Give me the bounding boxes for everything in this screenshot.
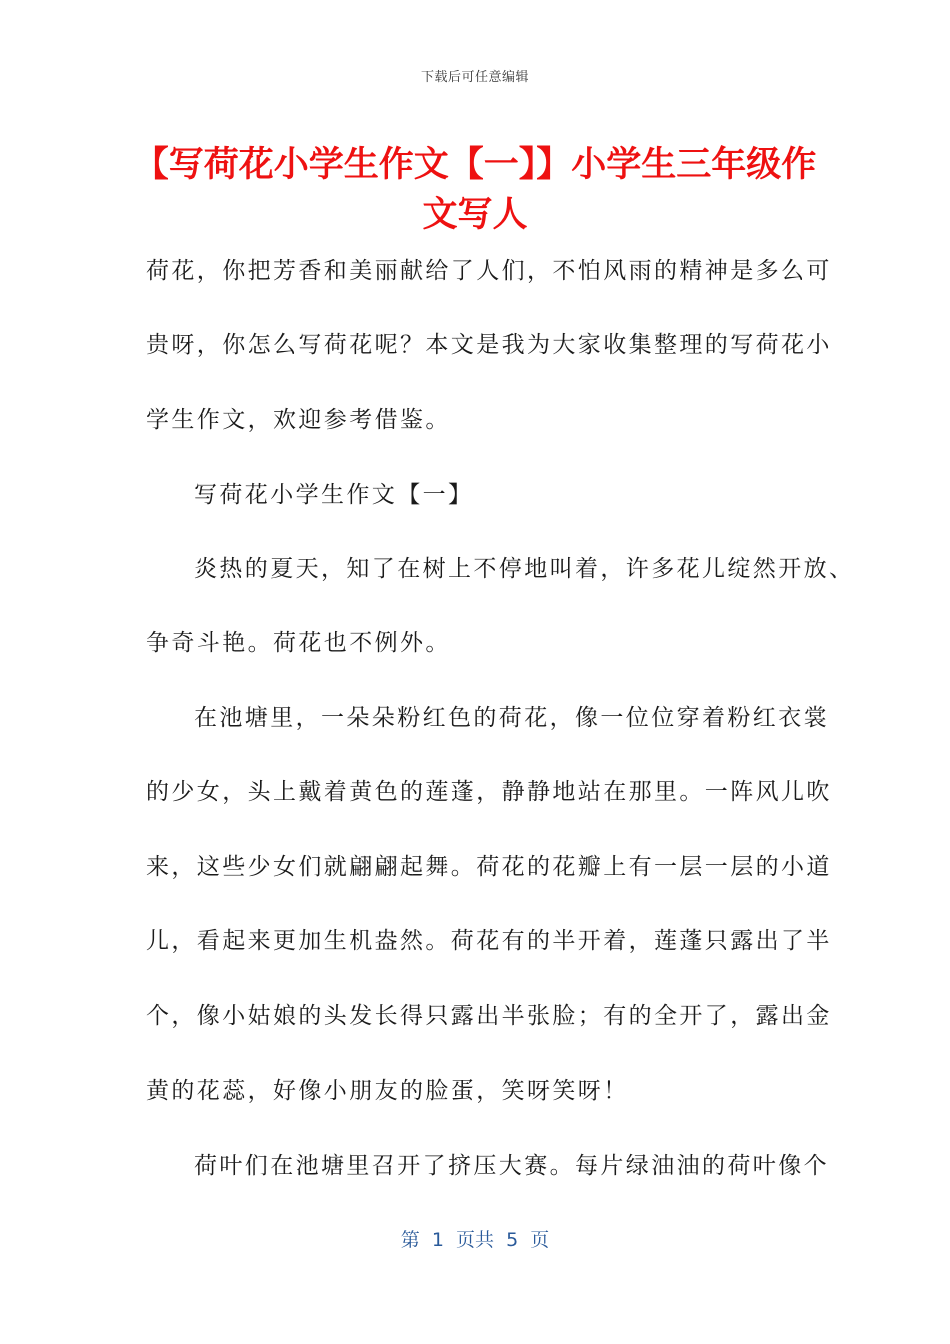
page-footer-pagination: 第 1 页共 5 页 <box>400 1229 550 1251</box>
body-text-line: 贵呀，你怎么写荷花呢？本文是我为大家收集整理的写荷花小 <box>146 332 832 358</box>
body-text-line: 炎热的夏天，知了在树上不停地叫着，许多花儿绽然开放、 <box>194 556 855 582</box>
section-heading: 写荷花小学生作文【一】 <box>194 482 474 508</box>
body-text-line: 学生作文，欢迎参考借鉴。 <box>146 407 451 433</box>
body-text-line: 个，像小姑娘的头发长得只露出半张脸；有的全开了，露出金 <box>146 1003 832 1029</box>
body-text-line: 黄的花蕊，好像小朋友的脸蛋，笑呀笑呀！ <box>146 1078 629 1104</box>
body-text-line: 争奇斗艳。荷花也不例外。 <box>146 630 451 656</box>
body-text-line: 荷花，你把芳香和美丽献给了人们，不怕风雨的精神是多么可 <box>146 258 832 284</box>
body-text-line: 荷叶们在池塘里召开了挤压大赛。每片绿油油的荷叶像个 <box>194 1153 829 1179</box>
page-header-note: 下载后可任意编辑 <box>420 70 529 85</box>
body-text-line: 在池塘里，一朵朵粉红色的荷花，像一位位穿着粉红衣裳 <box>194 705 829 731</box>
body-text-line: 儿，看起来更加生机盎然。荷花有的半开着，莲蓬只露出了半 <box>146 928 832 954</box>
body-text-line: 来，这些少女们就翩翩起舞。荷花的花瓣上有一层一层的小道 <box>146 854 832 880</box>
body-text-line: 的少女，头上戴着黄色的莲蓬，静静地站在那里。一阵风儿吹 <box>146 779 832 805</box>
document-title: 【写荷花小学生作文【一】】小学生三年级作文写人 <box>133 145 817 235</box>
